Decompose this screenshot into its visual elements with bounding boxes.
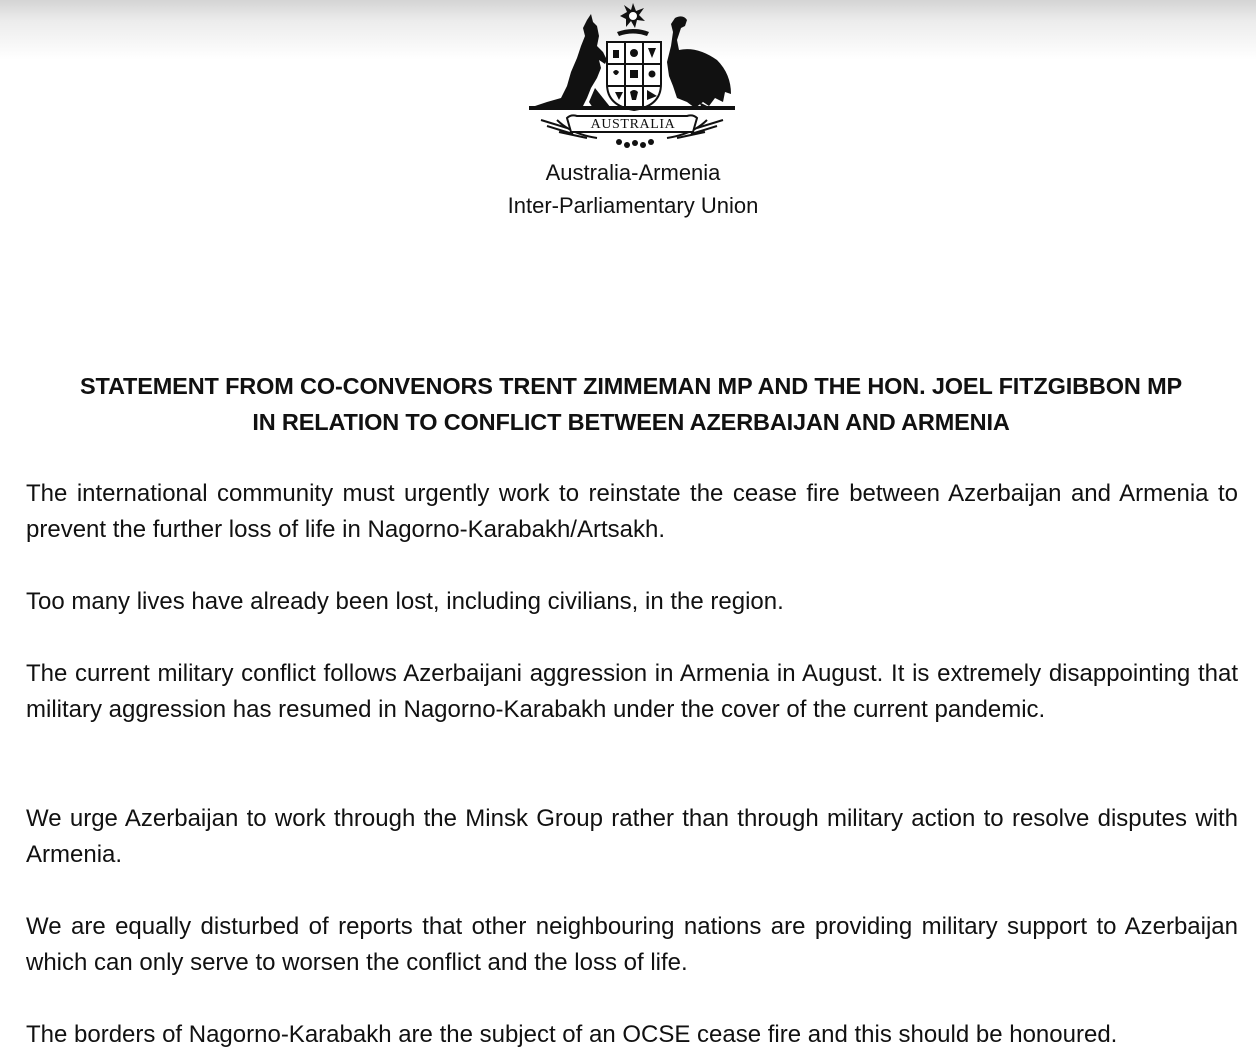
statement-paragraph-1: The international community must urgently work to reinstate the cease fire between Azerbaijan and Armenia to prevent the further loss of life in Nagorno-Karabakh/Artsakh. — [26, 480, 1238, 543]
statement-title-line-1: STATEMENT FROM CO-CONVENORS TRENT ZIMMEMAN MP AND THE HON. JOEL FITZGIBBON MP — [79, 373, 1183, 399]
statement-paragraph-6: The borders of Nagorno-Karabakh are the subject of an OCSE cease fire and this should be honoured. — [26, 1021, 1118, 1048]
statement-paragraph-3: The current military conflict follows Azerbaijani aggression in Armenia in August. It is extremely disappointing that military aggression has resumed in Nagorno-Karabakh under the cover of the current pandemic. — [26, 660, 1238, 723]
kangaroo-figure — [529, 14, 611, 110]
organisation-name: Australia-Armenia — [545, 160, 721, 185]
emu-figure — [667, 16, 731, 110]
organisation-subtitle: Inter-Parliamentary Union — [507, 193, 759, 218]
statement-title — [0, 368, 1256, 440]
australia-coat-of-arms-logo — [527, 2, 737, 154]
crest-scroll-label: AUSTRALIA — [590, 117, 676, 132]
statement-title-line-2: IN RELATION TO CONFLICT BETWEEN AZERBAIJAN AND ARMENIA — [252, 409, 1010, 435]
statement-paragraph-4: We urge Azerbaijan to work through the Minsk Group rather than through military action to resolve disputes with Armenia. — [26, 805, 1238, 868]
commonwealth-star-icon — [620, 3, 645, 28]
statement-paragraph-5: We are equally disturbed of reports that other neighbouring nations are providing military support to Azerbaijan which can only serve to worsen the conflict and the loss of life. — [26, 913, 1238, 976]
statement-paragraph-2: Too many lives have already been lost, including civilians, in the region. — [26, 588, 784, 615]
